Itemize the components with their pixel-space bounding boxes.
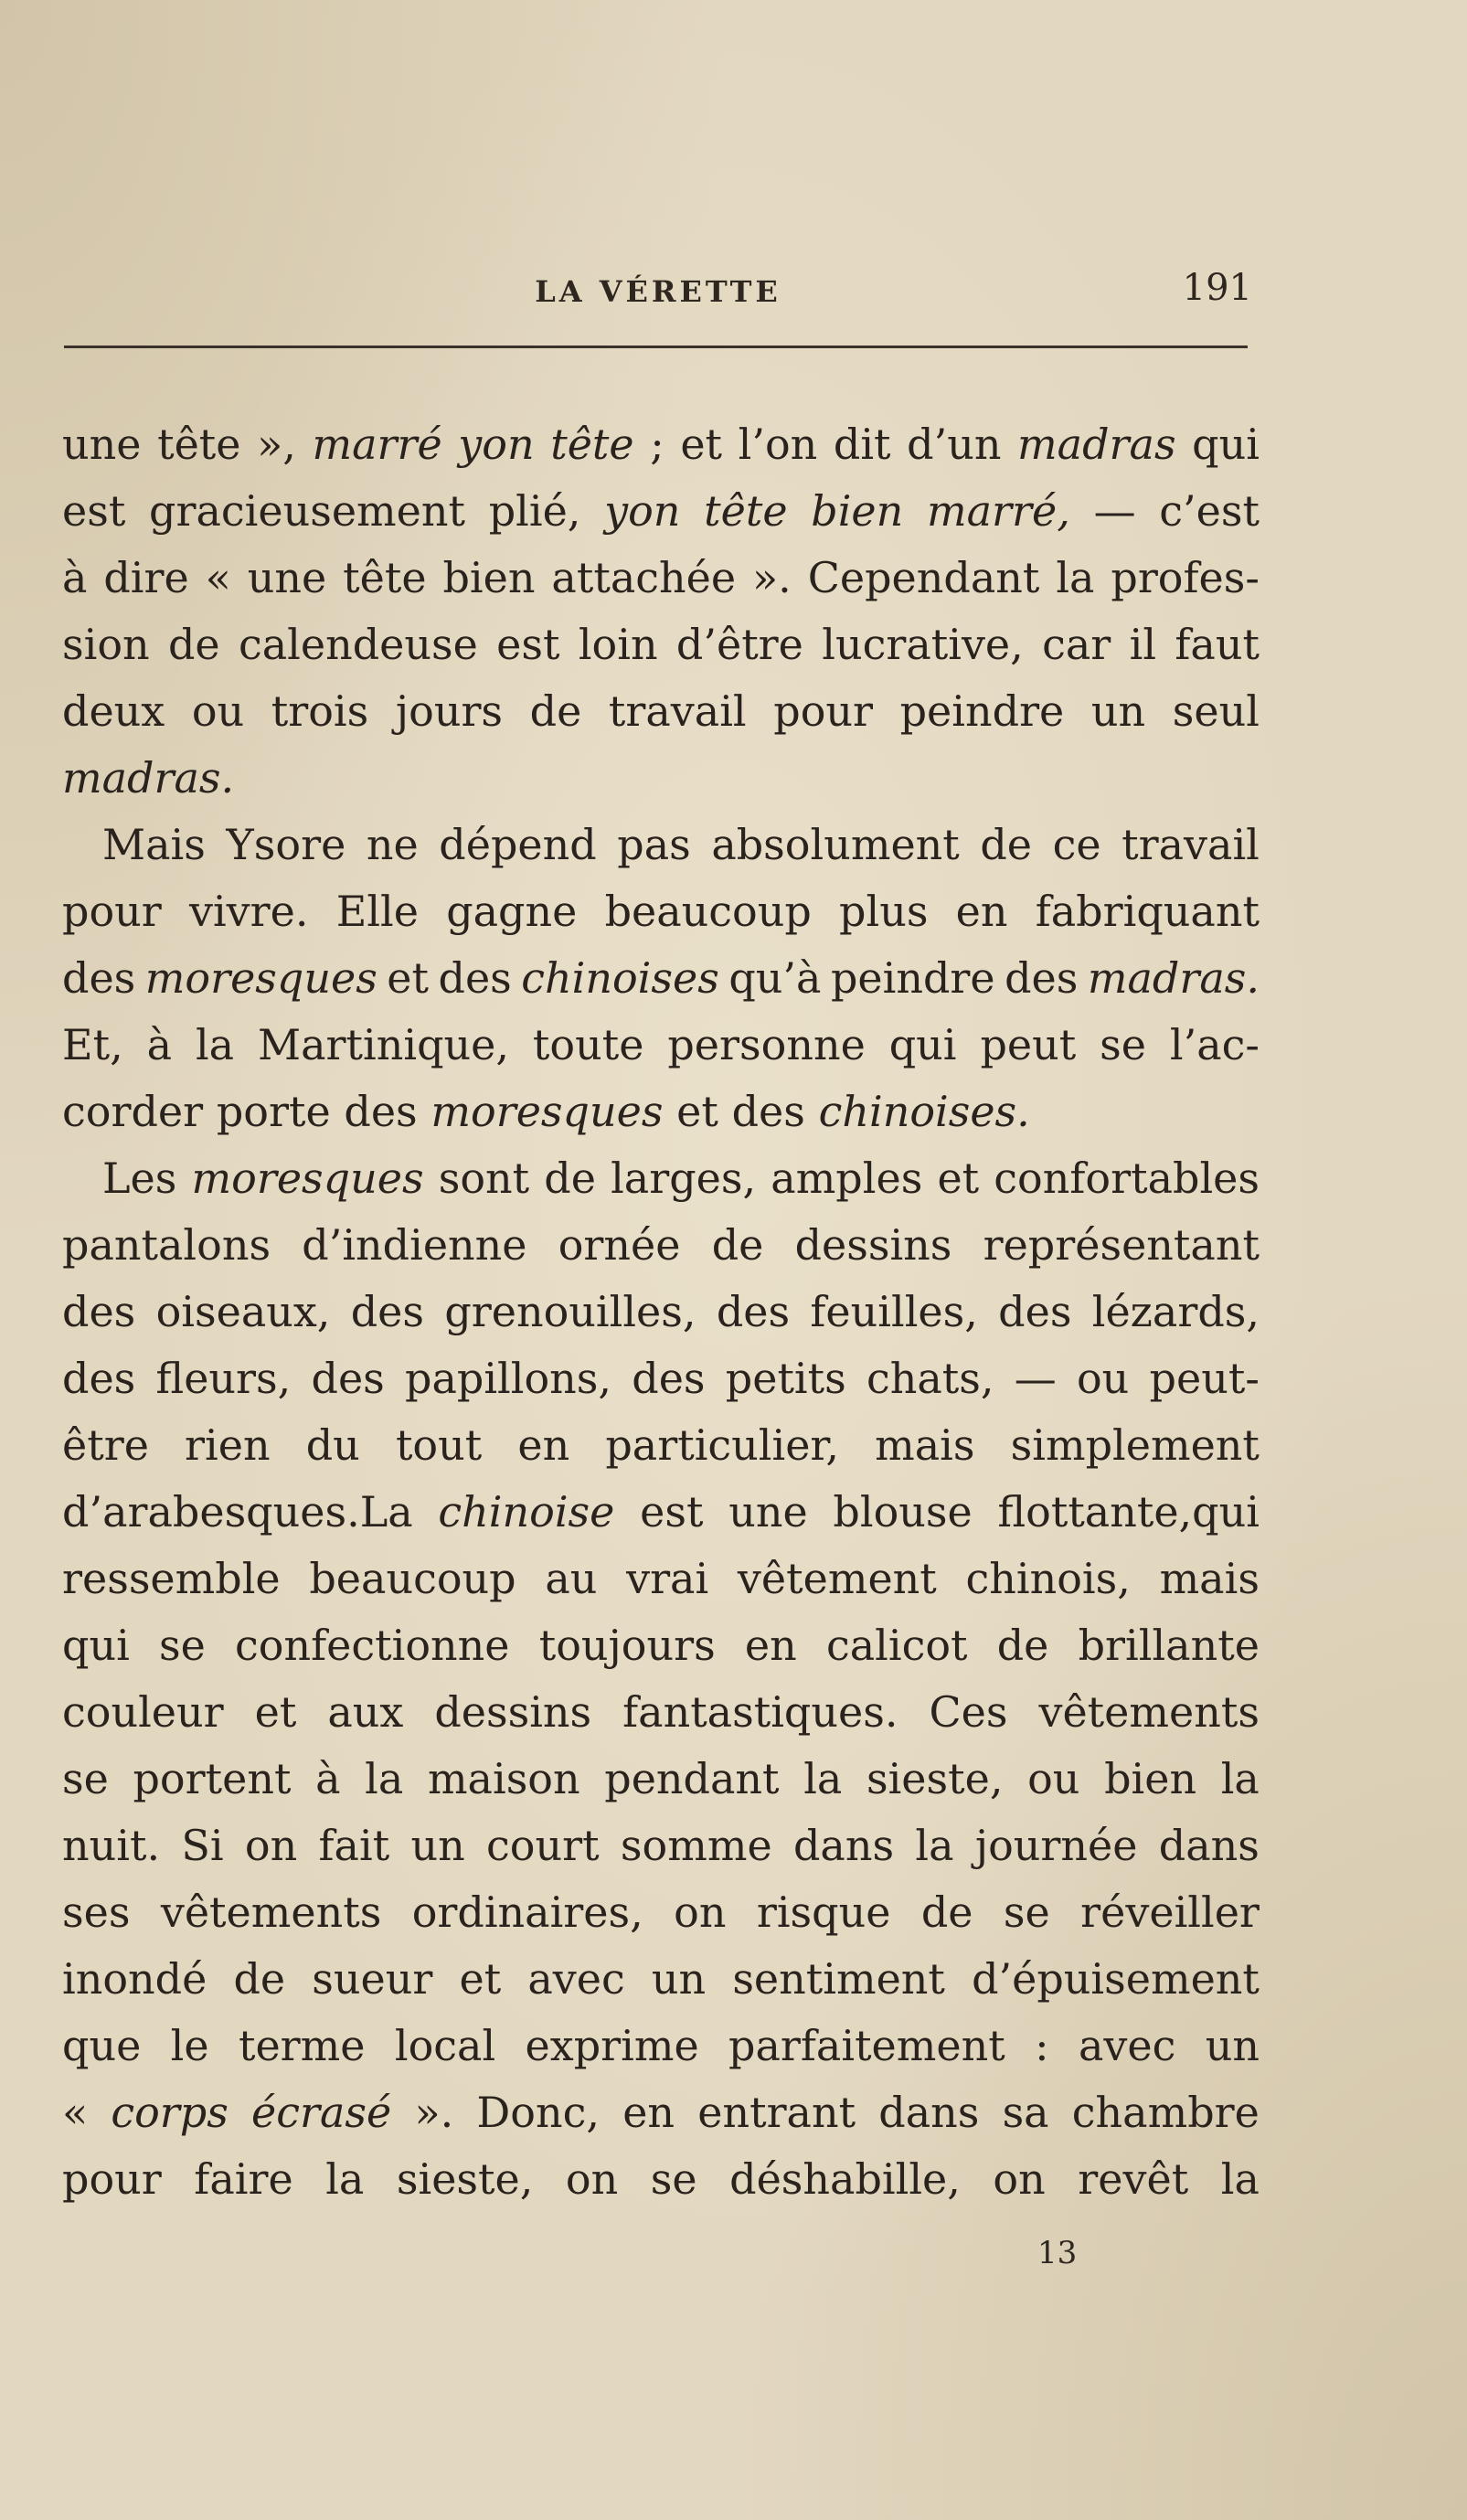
header-rule: [64, 346, 1248, 348]
page-header: [64, 267, 1252, 329]
word: vrai: [626, 1554, 709, 1603]
italic-word: moresques: [191, 1154, 424, 1203]
italic-word: chinoise: [438, 1487, 615, 1536]
text-line: [62, 2013, 1260, 2079]
word: d’être: [675, 620, 803, 669]
italic-word: tête: [550, 420, 634, 469]
word: avec: [527, 1954, 625, 2004]
word: local: [394, 2021, 496, 2070]
word: peut-: [1149, 1354, 1260, 1403]
word: mais: [875, 1420, 975, 1470]
word: la: [803, 1754, 843, 1803]
word: des: [62, 1287, 136, 1336]
word: une: [247, 553, 327, 602]
text-line: [62, 478, 1260, 545]
word: on: [674, 1887, 727, 1937]
word: des: [998, 1287, 1072, 1336]
word: et: [387, 953, 430, 1003]
word: toujours: [538, 1621, 716, 1670]
text-line: [62, 611, 1260, 678]
word: —: [1014, 1354, 1057, 1403]
word: papillons,: [405, 1354, 612, 1403]
word: ordinaires,: [411, 1887, 643, 1937]
text-line: [62, 812, 1260, 878]
word: se: [1003, 1887, 1050, 1937]
word: à: [146, 1020, 173, 1069]
text-line: [62, 411, 1260, 478]
word: travail: [608, 686, 747, 736]
word: pendant: [604, 1754, 780, 1803]
word: un: [651, 1954, 707, 2004]
word: un: [1090, 686, 1146, 736]
signature-mark: 13: [1037, 2235, 1078, 2271]
word: ou: [1027, 1754, 1080, 1803]
word: ce: [1052, 820, 1101, 869]
word: il: [1129, 620, 1157, 669]
word: Ysore: [226, 820, 346, 869]
word: bien: [1104, 1754, 1197, 1803]
word: à: [315, 1754, 341, 1803]
text-line: [62, 1212, 1260, 1279]
word: revêt: [1078, 2154, 1189, 2204]
text-line: [62, 1279, 1260, 1345]
word: »,: [257, 420, 296, 469]
word: Mais: [102, 820, 206, 869]
word: des: [1005, 953, 1079, 1003]
italic-word: madras.: [62, 753, 235, 803]
word: des: [62, 953, 136, 1003]
word: c’est: [1159, 486, 1260, 536]
text-line: [62, 1746, 1260, 1813]
word: calicot: [825, 1621, 968, 1670]
word: des: [438, 953, 512, 1003]
word: larges,: [611, 1154, 757, 1203]
word: en: [622, 2088, 675, 2137]
body-text: [62, 411, 1260, 2213]
word: sieste,: [866, 1754, 1004, 1803]
text-line: [62, 545, 1260, 611]
word: ou: [191, 686, 245, 736]
word: fantastiques.: [622, 1687, 898, 1737]
word: avec: [1078, 2021, 1176, 2070]
word: amples: [771, 1154, 923, 1203]
word: la: [195, 1020, 235, 1069]
text-line: [62, 1479, 1260, 1546]
word: qu’à: [728, 953, 822, 1003]
word: des: [344, 1087, 418, 1136]
word: seul: [1172, 686, 1260, 736]
word: dans: [878, 2088, 980, 2137]
word: sa: [1002, 2088, 1049, 2137]
word: ressemble: [62, 1554, 281, 1603]
word: plié,: [488, 486, 581, 536]
text-line: [62, 2079, 1260, 2146]
word: particulier,: [605, 1420, 839, 1470]
word: nuit.: [62, 1821, 161, 1870]
word: Si: [181, 1821, 224, 1870]
word: profes-: [1111, 553, 1260, 602]
word: et: [680, 420, 723, 469]
word: vêtements: [1038, 1687, 1260, 1737]
word: calendeuse: [238, 620, 478, 669]
word: le: [170, 2021, 209, 2070]
word: on: [993, 2154, 1046, 2204]
word: peindre: [899, 686, 1065, 736]
word: —: [1093, 486, 1136, 536]
word: se: [650, 2154, 697, 2204]
word: en: [517, 1420, 570, 1470]
word: faut: [1175, 620, 1260, 669]
word: la: [365, 1754, 404, 1803]
word: de: [996, 1621, 1049, 1670]
text-line: [62, 1145, 1260, 1212]
word: une: [728, 1487, 808, 1536]
word: corder: [62, 1087, 204, 1136]
word: sueur: [312, 1954, 433, 2004]
word: qui: [888, 1020, 957, 1069]
word: tout: [395, 1420, 483, 1470]
word: Donc,: [476, 2088, 600, 2137]
word: journée: [974, 1821, 1138, 1870]
word: Et,: [62, 1020, 123, 1069]
word: peindre: [830, 953, 995, 1003]
word: sion: [62, 620, 150, 669]
text-line: [62, 1879, 1260, 1946]
word: de: [167, 620, 220, 669]
word: toute: [532, 1020, 644, 1069]
word: pour: [773, 686, 874, 736]
word: car: [1042, 620, 1111, 669]
word: confortables: [994, 1154, 1260, 1203]
word: maison: [427, 1754, 580, 1803]
word: fabriquant: [1035, 887, 1260, 936]
word: se: [159, 1621, 206, 1670]
word: de: [544, 1154, 596, 1203]
word: ou: [1076, 1354, 1130, 1403]
text-line: [62, 1546, 1260, 1612]
word: risque: [756, 1887, 891, 1937]
italic-word: marré,: [926, 486, 1070, 536]
word: fait: [318, 1821, 390, 1870]
word: un: [410, 1821, 465, 1870]
word: en: [744, 1621, 797, 1670]
word: et: [937, 1154, 980, 1203]
word: petits: [725, 1354, 846, 1403]
word: gracieusement: [149, 486, 465, 536]
word: une: [62, 420, 142, 469]
text-line: [62, 1612, 1260, 1679]
word: oiseaux,: [155, 1287, 331, 1336]
word: d’arabesques.La: [62, 1487, 413, 1536]
word: court: [486, 1821, 600, 1870]
word: faire: [194, 2154, 293, 2204]
word: pour: [62, 2154, 162, 2204]
word: deux: [62, 686, 165, 736]
italic-word: madras: [1017, 420, 1176, 469]
word: la: [1220, 1754, 1260, 1803]
word: bien: [442, 553, 536, 602]
word: des: [311, 1354, 385, 1403]
word: vêtements: [160, 1887, 382, 1937]
word: sentiment: [732, 1954, 945, 2004]
word: Ces: [929, 1687, 1008, 1737]
word: Martinique,: [258, 1020, 509, 1069]
word: grenouilles,: [444, 1287, 696, 1336]
italic-word: chinoises: [521, 953, 719, 1003]
word: dire: [103, 553, 189, 602]
word: ».: [752, 553, 792, 602]
word: d’épuisement: [972, 1954, 1260, 2004]
word: parfaitement: [728, 2021, 1005, 2070]
word: Elle: [335, 887, 419, 936]
word: fleurs,: [155, 1354, 292, 1403]
word: déshabille,: [729, 2154, 961, 2204]
page-number: 191: [1182, 267, 1252, 309]
word: :: [1035, 2021, 1049, 2070]
word: au: [545, 1554, 598, 1603]
word: chinois,: [965, 1554, 1131, 1603]
word: porte: [216, 1087, 331, 1136]
text-line: [62, 1946, 1260, 2013]
word: absolument: [711, 820, 960, 869]
word: la: [1220, 2154, 1260, 2204]
word: qui: [62, 1621, 130, 1670]
word: feuilles,: [810, 1287, 978, 1336]
text-line: [62, 878, 1260, 945]
word: Cependant: [807, 553, 1040, 602]
italic-word: marré: [312, 420, 442, 469]
word: somme: [620, 1821, 772, 1870]
word: de: [529, 686, 582, 736]
word: entrant: [697, 2088, 856, 2137]
italic-word: tête: [704, 486, 788, 536]
word: des: [62, 1354, 136, 1403]
word: gagne: [446, 887, 578, 936]
italic-word: yon: [604, 486, 681, 536]
word: attachée: [551, 553, 737, 602]
text-line: [62, 1412, 1260, 1479]
word: de: [980, 820, 1033, 869]
word: terme: [238, 2021, 366, 2070]
word: de: [233, 1954, 286, 2004]
word: beaucoup: [604, 887, 812, 936]
word: des: [731, 1087, 805, 1136]
italic-word: madras.: [1087, 953, 1260, 1003]
word: on: [244, 1821, 298, 1870]
text-line: [62, 1079, 1260, 1145]
word: la: [1056, 553, 1095, 602]
word: blouse: [833, 1487, 973, 1536]
italic-word: moresques: [144, 953, 377, 1003]
word: un: [1205, 2021, 1260, 2070]
word: pour: [62, 887, 162, 936]
word: est: [640, 1487, 704, 1536]
word: représentant: [983, 1220, 1260, 1270]
word: d’indienne: [302, 1220, 527, 1270]
word: ;: [650, 420, 664, 469]
italic-word: corps: [111, 2088, 229, 2137]
word: la: [325, 2154, 365, 2204]
word: pantalons: [62, 1220, 271, 1270]
word: Les: [102, 1154, 177, 1203]
word: couleur: [62, 1687, 224, 1737]
word: chats,: [866, 1354, 994, 1403]
word: être: [62, 1420, 149, 1470]
word: dépend: [439, 820, 597, 869]
text-line: [62, 678, 1260, 745]
word: lézards,: [1091, 1287, 1260, 1336]
word: et: [459, 1954, 502, 2004]
text-line: [62, 745, 1260, 812]
word: est: [496, 620, 560, 669]
word: sieste,: [396, 2154, 534, 2204]
word: des: [632, 1354, 706, 1403]
word: dans: [1158, 1821, 1260, 1870]
word: réveiller: [1080, 1887, 1260, 1937]
word: ».: [414, 2088, 454, 2137]
word: exprime: [525, 2021, 699, 2070]
text-line: [62, 945, 1260, 1012]
word: pas: [617, 820, 691, 869]
word: mais: [1159, 1554, 1260, 1603]
word: portent: [133, 1754, 292, 1803]
word: est: [62, 486, 126, 536]
word: tête: [157, 420, 241, 469]
word: la: [915, 1821, 954, 1870]
italic-word: chinoises.: [818, 1087, 1030, 1136]
word: des: [350, 1287, 425, 1336]
word: vêtement: [737, 1554, 937, 1603]
word: et: [254, 1687, 297, 1737]
word: en: [955, 887, 1008, 936]
word: peut: [980, 1020, 1077, 1069]
word: beaucoup: [309, 1554, 516, 1603]
word: flottante,qui: [997, 1487, 1260, 1536]
word: chambre: [1071, 2088, 1260, 2137]
word: sont: [438, 1154, 530, 1203]
word: jours: [395, 686, 504, 736]
word: des: [716, 1287, 791, 1336]
word: aux: [327, 1687, 404, 1737]
italic-word: écrasé: [251, 2088, 392, 2137]
word: plus: [839, 887, 929, 936]
word: l’ac-: [1169, 1020, 1260, 1069]
word: vivre.: [188, 887, 309, 936]
word: l’on: [738, 420, 818, 469]
text-line: [62, 1012, 1260, 1079]
word: ornée: [558, 1220, 681, 1270]
word: «: [62, 2088, 89, 2137]
word: que: [62, 2021, 142, 2070]
word: loin: [578, 620, 658, 669]
word: se: [62, 1754, 109, 1803]
text-line: [62, 1679, 1260, 1746]
word: de: [711, 1220, 764, 1270]
word: dessins: [434, 1687, 592, 1737]
word: dessins: [794, 1220, 952, 1270]
text-line: [62, 1345, 1260, 1412]
word: et: [676, 1087, 718, 1136]
word: trois: [271, 686, 369, 736]
word: qui: [1192, 420, 1260, 469]
word: lucrative,: [822, 620, 1024, 669]
word: se: [1100, 1020, 1146, 1069]
text-line: [62, 1813, 1260, 1879]
word: ne: [366, 820, 419, 869]
text-line: [62, 2146, 1260, 2213]
word: simplement: [1010, 1420, 1260, 1470]
word: dit: [833, 420, 891, 469]
word: de: [920, 1887, 973, 1937]
word: brillante: [1078, 1621, 1260, 1670]
word: tête: [343, 553, 427, 602]
italic-word: yon: [458, 420, 535, 469]
running-title: LA VÉRETTE: [535, 274, 781, 309]
word: rien: [185, 1420, 271, 1470]
word: «: [205, 553, 231, 602]
word: d’un: [907, 420, 1002, 469]
word: à: [62, 553, 88, 602]
word: inondé: [62, 1954, 207, 2004]
italic-word: bien: [811, 486, 904, 536]
italic-word: moresques: [431, 1087, 664, 1136]
word: personne: [667, 1020, 866, 1069]
word: confectionne: [235, 1621, 510, 1670]
word: ses: [62, 1887, 131, 1937]
word: travail: [1122, 820, 1260, 869]
word: on: [565, 2154, 619, 2204]
word: du: [305, 1420, 360, 1470]
word: dans: [792, 1821, 895, 1870]
